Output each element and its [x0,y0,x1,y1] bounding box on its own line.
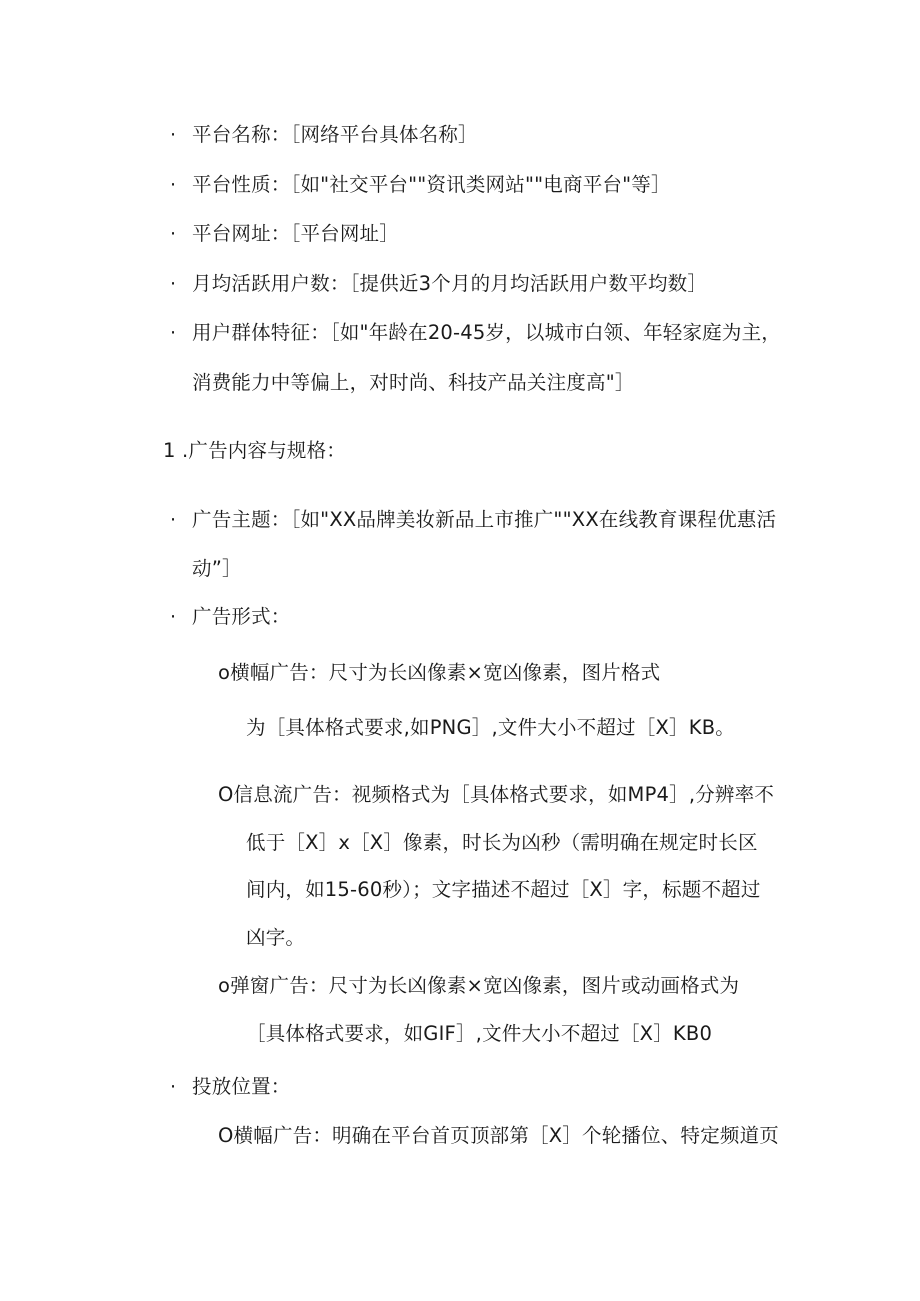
ad-theme-item-continued: 动”］ [192,557,242,580]
popup-ad-spec: o弹窗广告：尺寸为长凶像素×宽凶像素，图片或动画格式为 [218,974,740,997]
placement-banner-spec: O横幅广告：明确在平台首页顶部第［X］个轮播位、特定频道页 [218,1124,780,1147]
banner-ad-spec: o横幅广告：尺寸为长凶像素×宽凶像素，图片格式 [218,661,661,684]
bullet-dot: · [170,606,177,628]
bullet-dot: · [170,322,177,344]
platform-name-item: 平台名称：［网络平台具体名称］ [192,123,478,146]
popup-ad-spec-continued: ［具体格式要求，如GIF］,文件大小不超过［X］KB0 [246,1022,713,1045]
feed-ad-spec-line2: 低于［X］x［X］像素，时长为凶秒（需明确在规定时长区 [246,831,758,854]
feed-ad-spec: O信息流广告：视频格式为［具体格式要求，如MP4］,分辨率不 [218,783,775,806]
bullet-dot: · [170,124,177,146]
mau-item: 月均活跃用户数：［提供近3个月的月均活跃用户数平均数］ [192,272,708,295]
bullet-dot: · [170,223,177,245]
ad-form-item: 广告形式： [192,605,291,628]
bullet-dot: · [170,273,177,295]
feed-ad-spec-line4: 凶字。 [246,926,306,949]
placement-item: 投放位置： [192,1075,291,1098]
banner-ad-spec-continued: 为［具体格式要求,如PNG］,文件大小不超过［X］KB。 [246,716,735,739]
feed-ad-spec-line3: 间内，如15-60秒）；文字描述不超过［X］字，标题不超过 [246,878,761,901]
platform-nature-item: 平台性质：［如"社交平台""资讯类网站""电商平台"等］ [192,173,671,196]
user-features-item-continued: 消费能力中等偏上，对时尚、科技产品关注度高"］ [192,371,635,394]
ad-theme-item: 广告主题：［如"XX品牌美妆新品上市推广""XX在线教育课程优惠活 [192,508,777,531]
platform-url-item: 平台网址：［平台网址］ [192,222,399,245]
bullet-dot: · [170,509,177,531]
section-heading: 1 .广告内容与规格： [163,439,347,462]
bullet-dot: · [170,1076,177,1098]
bullet-dot: · [170,174,177,196]
user-features-item: 用户群体特征：［如"年龄在20-45岁，以城市白领、年轻家庭为主， [192,321,781,344]
